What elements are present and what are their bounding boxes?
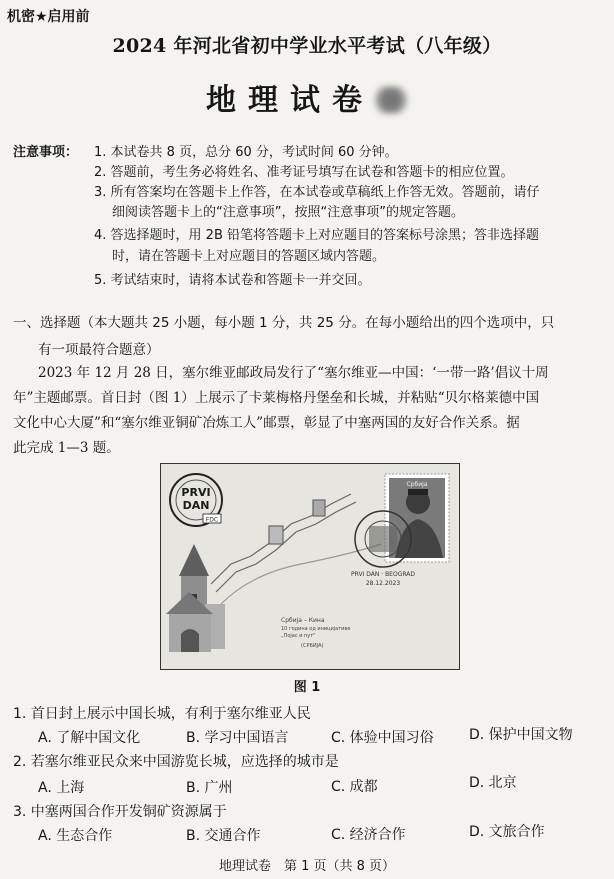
logo-text-top: PRVI bbox=[181, 486, 211, 499]
first-day-cover-image bbox=[160, 463, 460, 670]
note-2: 2. 答题前，考生务必将姓名、准考证号填写在试卷和答题卡的相应位置。 bbox=[94, 165, 514, 180]
note-3: 3. 所有答案均在答题卡上作答，在本试卷或草稿纸上作答无效。答题前，请仔 bbox=[94, 185, 540, 200]
notes-label: 注意事项： bbox=[13, 145, 79, 160]
passage-line-1: 2023 年 12 月 28 日，塞尔维亚邮政局发行了“塞尔维亚—中国：‘一带一路’倡议十周 bbox=[38, 365, 549, 381]
confidential-label: 机密★启用前 bbox=[7, 9, 90, 25]
question-1-option-c[interactable]: C. 体验中国习俗 bbox=[331, 730, 434, 746]
question-3-option-d[interactable]: D. 文旅合作 bbox=[469, 824, 545, 840]
note-3-cont: 细阅读答题卡上的“注意事项”，按照“注意事项”的规定答题。 bbox=[112, 205, 464, 220]
question-2-option-b[interactable]: B. 广州 bbox=[186, 780, 233, 796]
blurred-mark bbox=[374, 86, 408, 114]
question-2-option-c[interactable]: C. 成都 bbox=[331, 779, 378, 795]
exam-title: 2024 年河北省初中学业水平考试（八年级） bbox=[112, 35, 502, 57]
question-2-stem: 2. 若塞尔维亚民众来中国游览长城，应选择的城市是 bbox=[13, 754, 339, 770]
section-heading-cont: 有一项最符合题意） bbox=[38, 342, 160, 358]
question-2-option-d[interactable]: D. 北京 bbox=[469, 775, 517, 791]
postmark-text: PRVI DAN · BEOGRAD bbox=[351, 571, 415, 578]
note-4: 4. 答选择题时，用 2B 铅笔将答题卡上对应题目的答案标号涂黑；答非选择题 bbox=[94, 228, 539, 243]
page-footer: 地理试卷 第 1 页（共 8 页） bbox=[218, 859, 396, 874]
section-heading: 一、选择题（本大题共 25 小题，每小题 1 分，共 25 分。在每小题给出的四个选项中，只 bbox=[13, 315, 555, 331]
question-1-option-d[interactable]: D. 保护中国文物 bbox=[469, 727, 573, 743]
card-text-3: „Појас и пут" bbox=[281, 633, 316, 639]
passage-line-2: 年”主题邮票。首日封（图 1）上展示了卡莱梅格丹堡垒和长城，并粘贴“贝尔格莱德中国 bbox=[13, 390, 540, 406]
passage-line-4: 此完成 1—3 题。 bbox=[13, 440, 120, 456]
card-text-2: 10 година од иницијативе bbox=[281, 626, 351, 632]
postmark-date: 28.12.2023 bbox=[365, 580, 401, 587]
question-2-option-a[interactable]: A. 上海 bbox=[38, 780, 85, 796]
question-3-option-b[interactable]: B. 交通合作 bbox=[186, 828, 261, 844]
question-1-option-a[interactable]: A. 了解中国文化 bbox=[38, 730, 141, 746]
note-5: 5. 考试结束时，请将本试卷和答题卡一并交回。 bbox=[94, 273, 371, 288]
question-1-stem: 1. 首日封上展示中国长城，有利于塞尔维亚人民 bbox=[13, 706, 311, 722]
figure-caption: 图 1 bbox=[293, 680, 321, 695]
logo-text-bottom: DAN bbox=[182, 499, 210, 512]
note-1: 1. 本试卷共 8 页，总分 60 分，考试时间 60 分钟。 bbox=[94, 145, 398, 160]
card-text-1: Србија – Кина bbox=[281, 617, 325, 624]
note-4-cont: 时，请在答题卡上对应题目的答题区域内答题。 bbox=[112, 249, 386, 264]
subject-text: 地理试卷 bbox=[206, 83, 374, 118]
card-text-4: (СРБИЈА) bbox=[301, 643, 324, 649]
stamp-country-text: Србија bbox=[406, 481, 428, 488]
first-day-cover-drawing bbox=[161, 464, 459, 669]
subject-title bbox=[0, 75, 614, 119]
question-3-stem: 3. 中塞两国合作开发铜矿资源属于 bbox=[13, 804, 227, 820]
logo-text-fdc: FDC bbox=[205, 516, 219, 524]
question-3-option-c[interactable]: C. 经济合作 bbox=[331, 827, 406, 843]
passage-line-3: 文化中心大厦”和“塞尔维亚铜矿冶炼工人”邮票，彰显了中塞两国的友好合作关系。据 bbox=[13, 415, 520, 431]
question-3-option-a[interactable]: A. 生态合作 bbox=[38, 828, 113, 844]
question-1-option-b[interactable]: B. 学习中国语言 bbox=[186, 730, 289, 746]
